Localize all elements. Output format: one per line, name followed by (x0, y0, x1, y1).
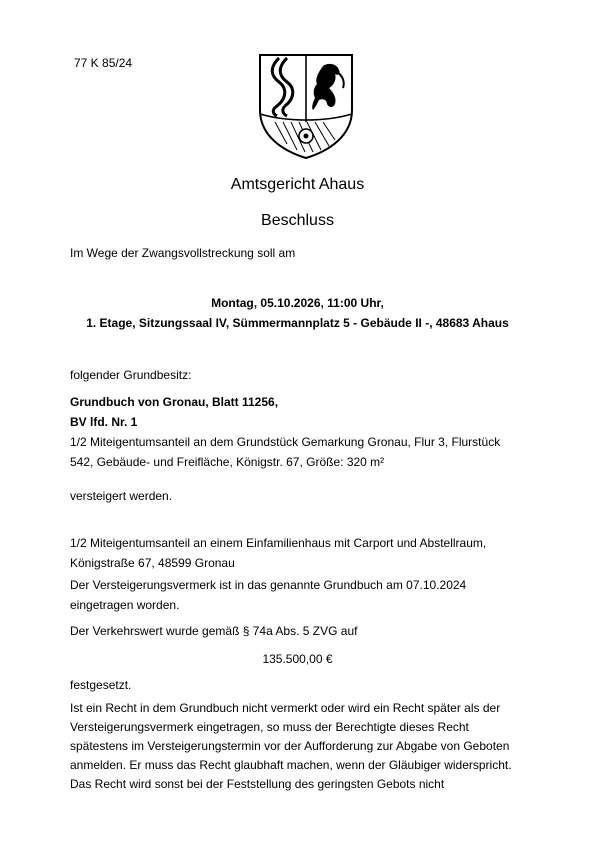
court-name: Amtsgericht Ahaus (230, 176, 365, 193)
grundbuch-line-2: BV lfd. Nr. 1 (70, 415, 138, 429)
share-line-2: 542, Gebäude- und Freifläche, Königstr. 67, Größe: 320 m² (70, 455, 385, 469)
date-line: Montag, 05.10.2026, 11:00 Uhr, (211, 296, 384, 310)
value-amount: 135.500,00 € (262, 652, 333, 666)
intro-text: Im Wege der Zwangsvollstreckung soll am (70, 246, 296, 260)
auctioned-text: versteigert werden. (70, 489, 173, 503)
share-line-1: 1/2 Miteigentumsanteil an dem Grundstück Gemarkung Gronau, Flur 3, Flurstück (70, 435, 501, 449)
value-line: Der Verkehrswert wurde gemäß § 74a Abs. 5 ZVG auf (70, 624, 358, 638)
vermerk-line-2: eingetragen worden. (70, 598, 180, 612)
grundbuch-line-1: Grundbuch von Gronau, Blatt 11256, (70, 395, 279, 409)
notice-line-4: anmelden. Er muss das Recht glaubhaft machen, wenn der Gläubiger widerspricht. (70, 758, 512, 772)
notice-line-2: Versteigerungsvermerk eingetragen, so muss der Berechtigte dieses Recht (70, 720, 469, 734)
description-line-2: Königstraße 67, 48599 Gronau (70, 556, 235, 570)
description-line-1: 1/2 Miteigentumsanteil an einem Einfamilienhaus mit Carport und Abstellraum, (70, 536, 487, 550)
location-line: 1. Etage, Sitzungssaal IV, Sümmermannplatz 5 - Gebäude II -, 48683 Ahaus (86, 316, 509, 330)
fixed-text: festgesetzt. (70, 678, 132, 692)
notice-line-1: Ist ein Recht in dem Grundbuch nicht vermerkt oder wird ein Recht später als der (70, 701, 501, 715)
property-label: folgender Grundbesitz: (70, 368, 192, 382)
notice-line-5: Das Recht wird sonst bei der Feststellung des geringsten Gebots nicht (70, 777, 445, 791)
notice-line-3: spätestens im Versteigerungstermin vor der Aufforderung zur Abgabe von Geboten (70, 739, 510, 753)
case-number: 77 K 85/24 (74, 56, 133, 70)
document-title: Beschluss (261, 212, 334, 229)
vermerk-line-1: Der Versteigerungsvermerk ist in das genannte Grundbuch am 07.10.2024 (70, 578, 467, 592)
nrw-coat-of-arms-icon (257, 52, 355, 160)
